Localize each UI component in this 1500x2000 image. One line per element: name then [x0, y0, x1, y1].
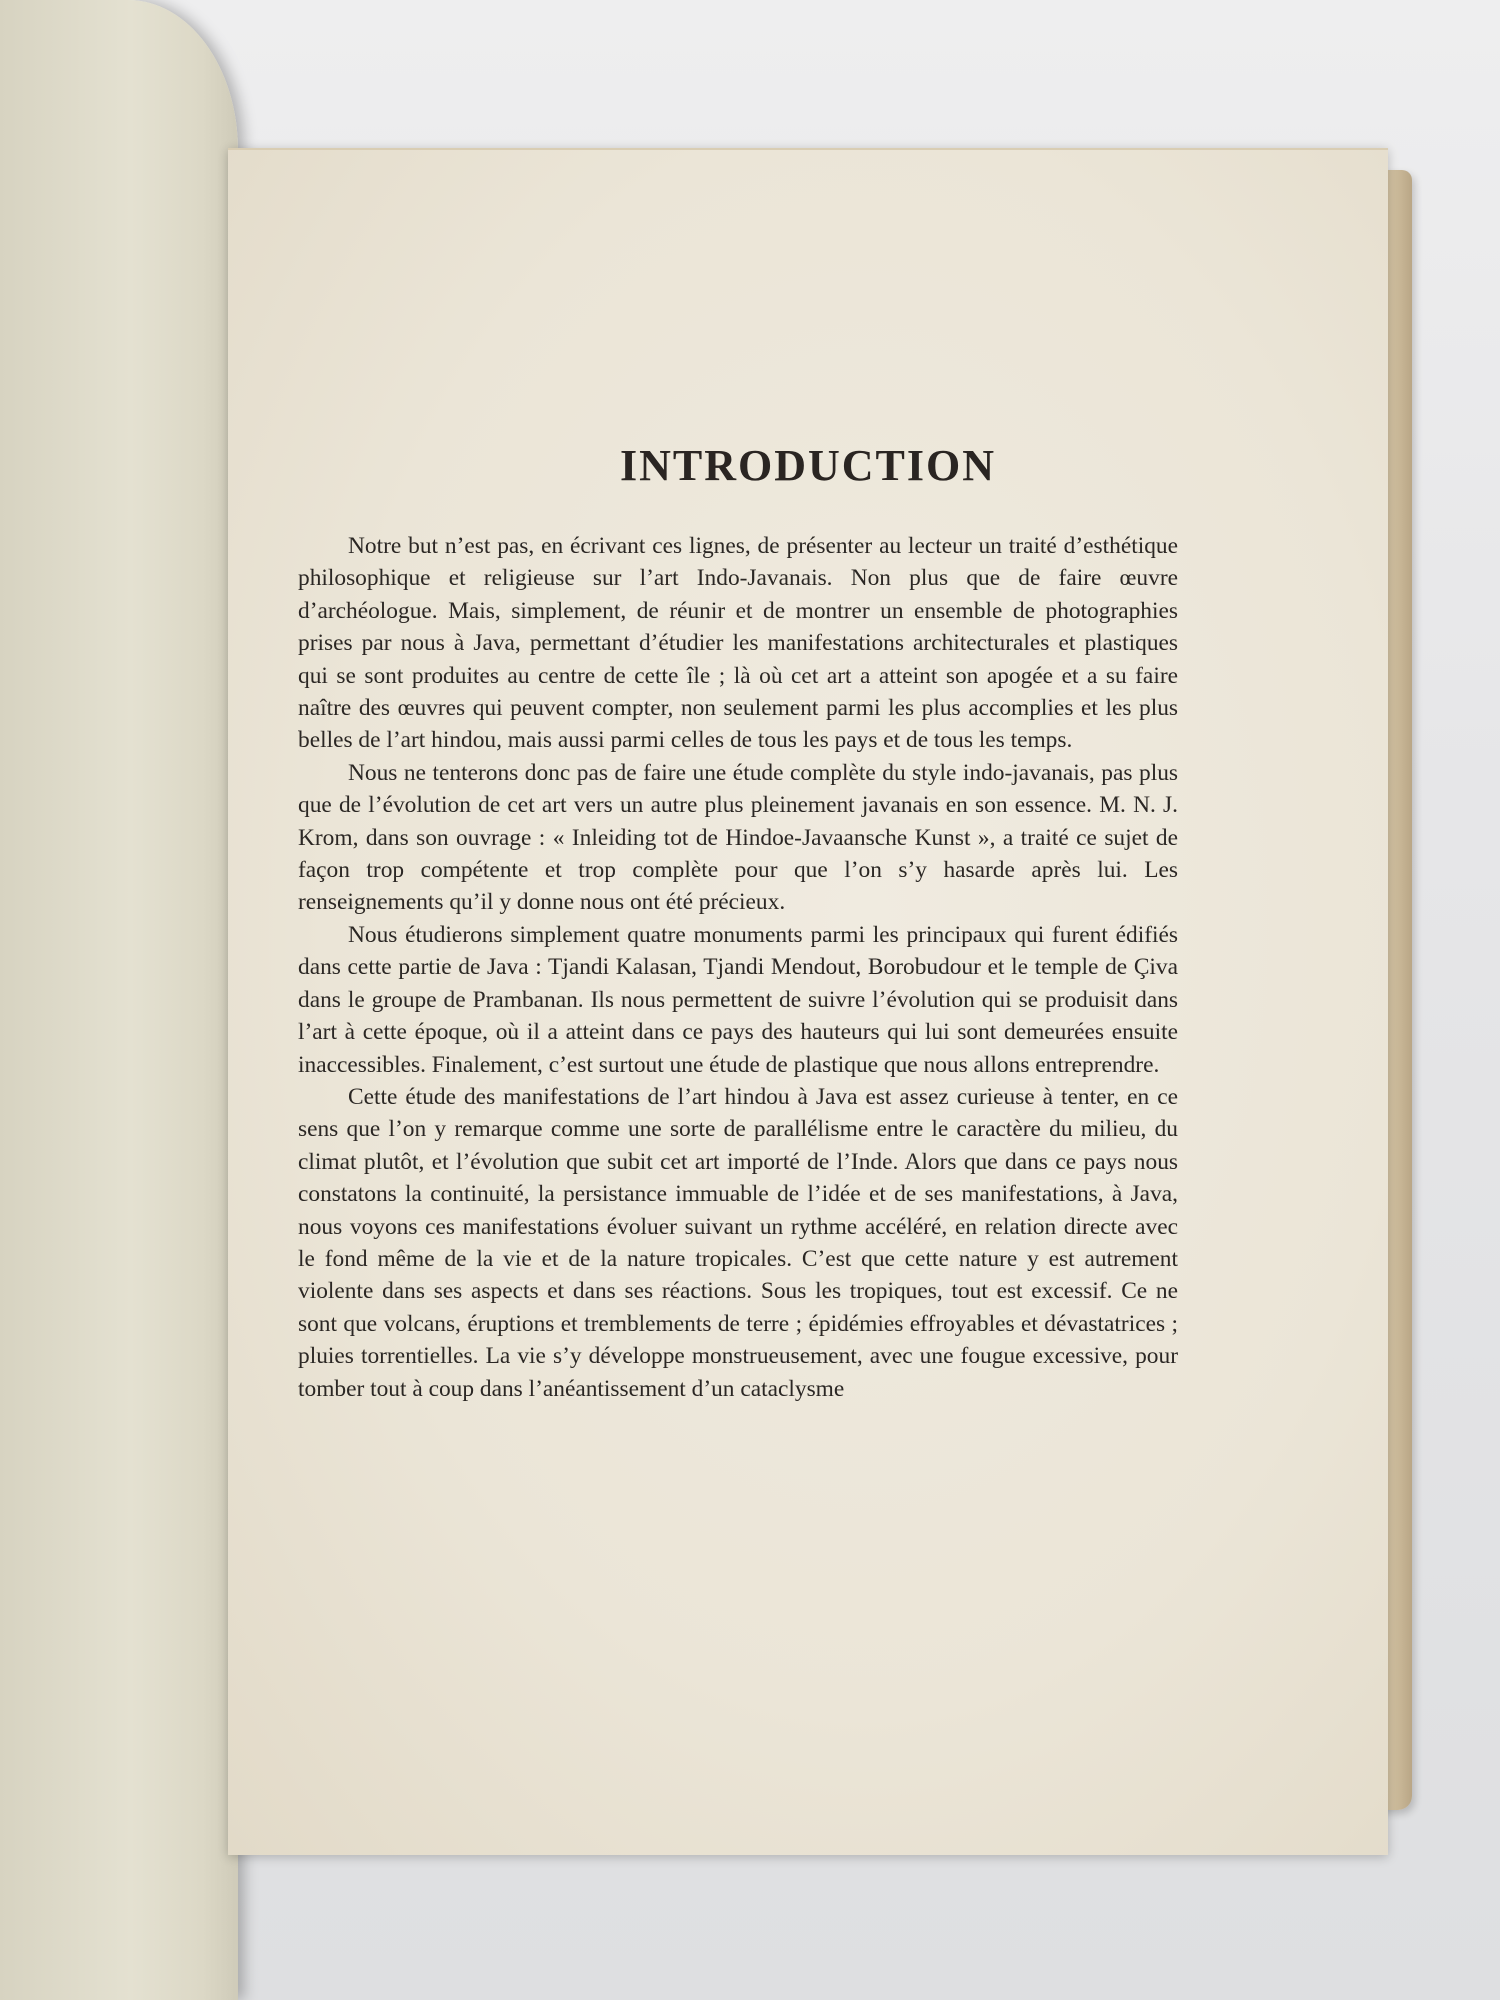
left-page-edge [0, 0, 238, 2000]
paragraph-1: Notre but n’est pas, en écrivant ces lignes, de présenter au lecteur un traité d’esthétique philosophique et religieuse sur l’art Indo-Javanais. Non plus que de faire œuvre d’archéologue. Mais, simplement, de réunir et de montrer un ensemble de photographies prises par nous à Java, permettant d’étudier les manifestations architecturales et plastiques qui se sont produites au centre de cette île ; là où cet art a atteint son apogée et a su faire naître des œuvres qui peuvent compter, non seulement parmi les plus accomplies et les plus belles de l’art hindou, mais aussi parmi celles de tous les pays et de tous les temps. [298, 533, 1178, 754]
book-page [228, 148, 1388, 1855]
paragraph-2: Nous ne tenterons donc pas de faire une étude complète du style indo-javanais, pas plus que de l’évolution de cet art vers un autre plus pleinement javanais en son essence. M. N. J. Krom, dans son ouvrage : « Inleiding tot de Hindoe-Javaansche Kunst », a traité ce sujet de façon trop compétente et trop complète pour que l’on s’y hasarde après lui. Les renseignements qu’il y donne nous ont été précieux. [298, 759, 1178, 916]
page-title: INTRODUCTION [619, 441, 997, 490]
paragraph-3: Nous étudierons simplement quatre monuments parmi les principaux qui furent édifiés dans cette partie de Java : Tjandi Kalasan, Tjandi Mendout, Borobudour et le temple de Çiva dans le groupe de Prambanan. Ils nous permettent de suivre l’évolution qui se produisit dans l’art à cette époque, où il a atteint dans ce pays des hauteurs qui lui sont demeurées ensuite inaccessibles. Finalement, c’est surtout une étude de plastique que nous allons entreprendre. [298, 921, 1178, 1078]
body-text [298, 530, 1178, 1405]
paragraph-4: Cette étude des manifestations de l’art hindou à Java est assez curieuse à tenter, en ce sens que l’on y remarque comme une sorte de parallélisme entre le caractère du milieu, du climat plutôt, et l’évolution que subit cet art importé de l’Inde. Alors que dans ce pays nous constatons la continuité, la persistance immuable de l’idée et de ses manifestations, à Java, nous voyons ces manifestations évoluer suivant un rythme accéléré, en relation directe avec le fond même de la vie et de la nature tropicales. C’est que cette nature y est autrement violente dans ses aspects et dans ses réactions. Sous les tropiques, tout est excessif. Ce ne sont que volcans, éruptions et tremblements de terre ; épidémies effroyables et dévastatrices ; pluies torrentielles. La vie s’y développe monstrueusement, avec une fougue excessive, pour tomber tout à coup dans l’anéantissement d’un cataclysme [298, 1083, 1178, 1402]
